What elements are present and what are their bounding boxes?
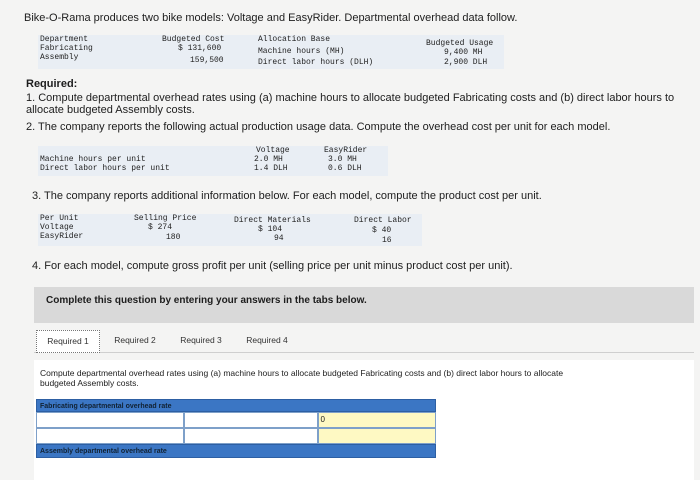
unit-row-voltage-label: Voltage xyxy=(40,223,74,232)
banner-text: Complete this question by entering your answers in the tabs below. xyxy=(46,295,367,306)
fabricating-unit-cell-1[interactable] xyxy=(36,428,184,444)
unit-row-easyrider-dl: 16 xyxy=(382,236,392,245)
col-header-budgeted-usage: Budgeted Usage xyxy=(426,39,494,48)
unit-col-selling-price: Selling Price xyxy=(134,214,197,223)
unit-row-voltage-dl: $ 40 xyxy=(372,226,392,235)
tab-required-4[interactable]: Required 4 xyxy=(246,335,288,345)
row-fabricating-dept: Fabricating xyxy=(40,44,93,53)
row-assembly-usage: 2,900 DLH xyxy=(444,58,488,67)
unit-row-voltage-price: $ 274 xyxy=(148,223,173,232)
usage-row-mh-easyrider: 3.0 MH xyxy=(328,155,357,164)
unit-col-per-unit: Per Unit xyxy=(40,214,79,223)
usage-table xyxy=(38,146,388,176)
unit-table xyxy=(38,214,422,246)
usage-col-easyrider: EasyRider xyxy=(324,146,368,155)
intro-text: Bike-O-Rama produces two bike models: Voltage and EasyRider. Departmental overhead data follow. xyxy=(24,12,518,24)
unit-row-easyrider-label: EasyRider xyxy=(40,232,84,241)
row-fabricating-base: Machine hours (MH) xyxy=(258,47,345,56)
row-fabricating-usage: 9,400 MH xyxy=(444,48,483,57)
required-3-line: 3. The company reports additional information below. For each model, compute the product cost per unit. xyxy=(32,190,542,202)
fabricating-unit-cell-2[interactable] xyxy=(184,428,318,444)
fabricating-denominator-input[interactable] xyxy=(184,412,318,428)
usage-row-dlh-easyrider: 0.6 DLH xyxy=(328,164,362,173)
fabricating-rate-header: Fabricating departmental overhead rate xyxy=(36,399,436,412)
col-header-allocation-base: Allocation Base xyxy=(258,35,331,44)
usage-row-mh-voltage: 2.0 MH xyxy=(254,155,283,164)
row-assembly-base: Direct labor hours (DLH) xyxy=(258,58,374,67)
usage-col-voltage: Voltage xyxy=(256,146,290,155)
usage-row-mh-label: Machine hours per unit xyxy=(40,155,146,164)
fabricating-unit-row xyxy=(36,428,436,444)
instruction-banner xyxy=(34,287,694,323)
row-assembly-cost: 159,500 xyxy=(190,56,224,65)
required-1-line-b: allocate budgeted Assembly costs. xyxy=(26,104,195,116)
row-assembly-dept: Assembly xyxy=(40,53,79,62)
tab-bar xyxy=(34,330,694,353)
fabricating-unit-cell-3[interactable] xyxy=(318,428,436,444)
fabricating-numerator-input[interactable] xyxy=(36,412,184,428)
row-fabricating-cost: $ 131,600 xyxy=(178,44,222,53)
required-1-line: 1. Compute departmental overhead rates using (a) machine hours to allocate budgeted Fabricating costs and (b) direct labor hours to xyxy=(26,92,675,104)
overhead-table xyxy=(38,35,504,69)
fabricating-input-row xyxy=(36,412,436,428)
unit-col-direct-materials: Direct Materials xyxy=(234,216,311,225)
col-header-department: Department xyxy=(40,35,89,44)
tab-required-1[interactable]: Required 1 xyxy=(36,330,100,353)
unit-row-easyrider-price: 180 xyxy=(166,233,181,242)
unit-row-easyrider-dm: 94 xyxy=(274,234,284,243)
usage-row-dlh-voltage: 1.4 DLH xyxy=(254,164,288,173)
unit-col-direct-labor: Direct Labor xyxy=(354,216,412,225)
panel-instruction: Compute departmental overhead rates using (a) machine hours to allocate budgeted Fabricating costs and (b) direct labor hours to allocate budgeted Assembly costs. xyxy=(40,368,564,388)
usage-row-dlh-label: Direct labor hours per unit xyxy=(40,164,170,173)
tab-required-2[interactable]: Required 2 xyxy=(114,335,156,345)
required-4-line: 4. For each model, compute gross profit per unit (selling price per unit minus product cost per unit). xyxy=(32,260,513,272)
required-2-line: 2. The company reports the following actual production usage data. Compute the overhead cost per unit for each model. xyxy=(26,121,611,133)
assembly-rate-header: Assembly departmental overhead rate xyxy=(36,444,436,458)
tab-required-3[interactable]: Required 3 xyxy=(180,335,222,345)
unit-row-voltage-dm: $ 104 xyxy=(258,225,283,234)
fabricating-rate-result[interactable]: 0 xyxy=(318,412,436,428)
col-header-budgeted-cost: Budgeted Cost xyxy=(162,35,225,44)
required-heading: Required: xyxy=(26,78,78,90)
answer-grid xyxy=(36,399,436,458)
